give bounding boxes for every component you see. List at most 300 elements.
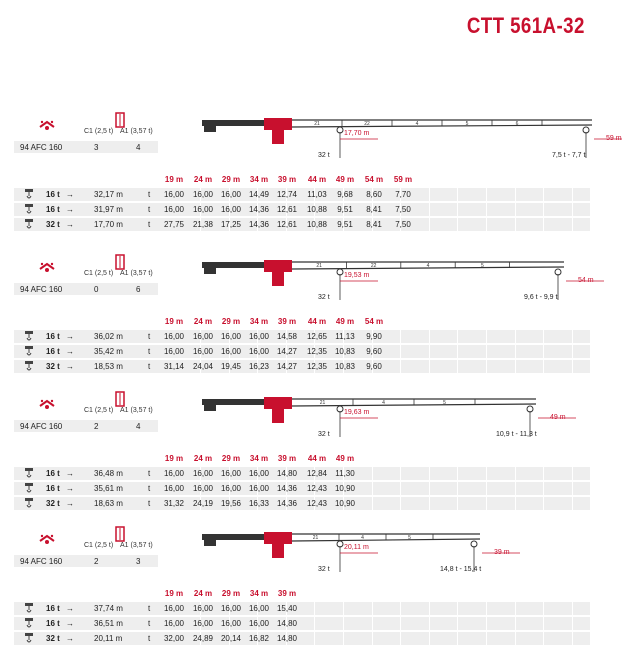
distance-label: 24 m <box>193 317 213 326</box>
distance-label: 29 m <box>221 175 241 184</box>
capacity-32t-label: 32 t <box>318 566 330 573</box>
column-separator <box>515 602 516 615</box>
distance-label: 24 m <box>193 589 213 598</box>
configuration-row <box>14 141 158 153</box>
column-separator <box>572 482 573 495</box>
reach-value: 20,11 m <box>94 634 123 643</box>
jib-section-label: 21 <box>319 400 326 406</box>
reach-value: 18,53 m <box>94 362 123 371</box>
load-value: 10,88 <box>306 220 328 229</box>
crane-diagram <box>200 110 590 170</box>
configuration-row <box>14 283 158 295</box>
column-separator <box>486 330 487 343</box>
model-name: 94 AFC 160 <box>20 422 63 431</box>
column-separator <box>457 632 458 645</box>
a1-header: A1 (3,57 t) <box>120 407 153 414</box>
column-separator <box>515 188 516 201</box>
column-separator <box>543 345 544 358</box>
configuration-row <box>14 420 158 432</box>
load-value: 16,00 <box>192 332 214 341</box>
load-value: 9,51 <box>337 220 353 229</box>
jib-section-label: 4 <box>415 121 419 127</box>
load-value: 11,13 <box>335 332 355 341</box>
unit-label: t <box>148 190 151 199</box>
arrow-icon: → <box>66 190 74 199</box>
load-chart-section <box>0 397 595 527</box>
load-value: 16,00 <box>220 619 242 628</box>
unit-label: t <box>148 469 151 478</box>
load-value: 14,36 <box>276 484 298 493</box>
column-separator <box>572 602 573 615</box>
unit-label: t <box>148 484 151 493</box>
distance-label: 59 m <box>393 175 413 184</box>
model-name: 94 AFC 160 <box>20 557 63 566</box>
tip-load-label: 10,9 t - 11,3 t <box>496 431 537 438</box>
distance-label: 39 m <box>277 454 297 463</box>
column-separator <box>572 345 573 358</box>
column-separator <box>400 632 401 645</box>
arrow-icon: → <box>66 220 74 229</box>
a1-header: A1 (3,57 t) <box>120 270 153 277</box>
cabin <box>272 544 284 558</box>
column-separator <box>486 497 487 510</box>
slewing-unit <box>264 532 292 544</box>
jib-length-label: 54 m <box>578 277 594 284</box>
column-separator <box>543 203 544 216</box>
load-value: 12,61 <box>276 205 298 214</box>
load-chart-section <box>0 118 622 248</box>
load-row <box>14 188 590 201</box>
document-title: CTT 561A-32 <box>467 13 585 38</box>
load-value: 14,80 <box>276 634 298 643</box>
arrow-icon: → <box>66 469 74 478</box>
crane-diagram <box>200 252 590 312</box>
column-separator <box>486 482 487 495</box>
load-chart-section <box>0 260 595 390</box>
distance-label: 29 m <box>221 454 241 463</box>
hook-icon <box>24 204 34 215</box>
column-separator <box>486 632 487 645</box>
arrow-icon: → <box>66 205 74 214</box>
load-value: 11,03 <box>307 190 327 199</box>
counter-jib <box>202 120 264 126</box>
load-value: 16,00 <box>163 604 185 613</box>
slewing-unit <box>264 118 292 130</box>
distance-label: 39 m <box>277 589 297 598</box>
counter-jib <box>202 399 264 405</box>
distance-label: 19 m <box>164 317 184 326</box>
load-value: 16,00 <box>163 205 185 214</box>
load-chart-section <box>0 532 595 662</box>
cabin <box>272 272 284 286</box>
load-value: 7,50 <box>395 220 411 229</box>
load-value: 16,00 <box>163 469 185 478</box>
column-separator <box>429 203 430 216</box>
load-value: 14,36 <box>248 205 270 214</box>
load-value: 9,60 <box>366 347 382 356</box>
column-separator <box>572 188 573 201</box>
load-value: 14,36 <box>276 499 298 508</box>
load-value: 12,65 <box>306 332 328 341</box>
load-value: 24,89 <box>192 634 214 643</box>
cabin <box>272 130 284 144</box>
capacity-label: 16 t <box>46 190 60 199</box>
reach-value: 32,17 m <box>94 190 123 199</box>
a1-value: 4 <box>136 422 141 431</box>
column-separator <box>543 482 544 495</box>
load-value: 19,56 <box>220 499 242 508</box>
load-value: 14,80 <box>276 619 298 628</box>
jib-length-label: 49 m <box>550 414 566 421</box>
capacity-label: 16 t <box>46 619 60 628</box>
crane-config-icon <box>115 391 125 407</box>
column-separator <box>543 360 544 373</box>
c1-header: C1 (2,5 t) <box>84 128 114 135</box>
column-separator <box>457 188 458 201</box>
radius-label: 20,11 m <box>344 544 369 551</box>
load-value: 16,00 <box>220 205 242 214</box>
column-separator <box>429 188 430 201</box>
hook-icon <box>24 219 34 230</box>
arrow-icon: → <box>66 634 74 643</box>
column-separator <box>400 467 401 480</box>
column-separator <box>515 203 516 216</box>
distance-label: 24 m <box>193 175 213 184</box>
counterweight-icon <box>38 260 56 274</box>
column-separator <box>486 602 487 615</box>
load-value: 12,35 <box>306 347 328 356</box>
hook-icon <box>24 618 34 629</box>
distance-label: 49 m <box>335 317 355 326</box>
load-value: 16,00 <box>192 190 214 199</box>
distance-label: 24 m <box>193 454 213 463</box>
column-separator <box>314 632 315 645</box>
jib-section-label: 5 <box>481 263 484 269</box>
unit-label: t <box>148 205 151 214</box>
reach-value: 35,42 m <box>94 347 123 356</box>
arrow-icon: → <box>66 332 74 341</box>
slewing-unit <box>264 397 292 409</box>
column-separator <box>457 497 458 510</box>
column-separator <box>486 218 487 231</box>
counter-jib <box>202 534 264 540</box>
c1-header: C1 (2,5 t) <box>84 542 114 549</box>
load-value: 16,00 <box>192 604 214 613</box>
load-value: 31,14 <box>163 362 185 371</box>
c1-value: 0 <box>94 285 99 294</box>
load-row <box>14 617 590 630</box>
counterweight-block <box>204 405 216 411</box>
column-separator <box>400 330 401 343</box>
jib-section-label: 5 <box>465 121 469 127</box>
a1-header: A1 (3,57 t) <box>120 542 153 549</box>
load-value: 12,74 <box>276 190 298 199</box>
column-separator <box>572 497 573 510</box>
arrow-icon: → <box>66 484 74 493</box>
jib-section-label: 4 <box>382 400 385 406</box>
load-value: 10,90 <box>334 484 356 493</box>
load-row <box>14 330 590 343</box>
column-separator <box>515 330 516 343</box>
a1-value: 6 <box>136 285 141 294</box>
column-separator <box>372 617 373 630</box>
counter-jib <box>202 262 264 268</box>
distance-label: 44 m <box>307 317 327 326</box>
column-separator <box>572 632 573 645</box>
tip-load-label: 14,8 t - 15,4 t <box>440 566 482 573</box>
column-separator <box>400 602 401 615</box>
jib-length-label: 59 m <box>606 135 622 142</box>
load-value: 8,60 <box>366 190 382 199</box>
c1-value: 2 <box>94 557 99 566</box>
column-separator <box>515 467 516 480</box>
capacity-32t-label: 32 t <box>318 294 330 301</box>
column-separator <box>515 632 516 645</box>
load-value: 12,43 <box>306 484 328 493</box>
counterweight-icon <box>38 118 56 132</box>
load-value: 16,00 <box>192 484 214 493</box>
configuration-row <box>14 555 158 567</box>
distance-label: 34 m <box>249 589 269 598</box>
capacity-label: 32 t <box>46 220 60 229</box>
load-value: 8,41 <box>366 220 382 229</box>
distance-label: 49 m <box>335 454 355 463</box>
counterweight-block <box>204 126 216 132</box>
distance-label: 34 m <box>249 175 269 184</box>
crane-diagram-svg <box>200 389 590 449</box>
capacity-label: 32 t <box>46 362 60 371</box>
column-separator <box>429 467 430 480</box>
column-separator <box>429 632 430 645</box>
load-value: 9,68 <box>337 190 353 199</box>
crane-config-icon <box>115 526 125 542</box>
column-separator <box>486 188 487 201</box>
column-separator <box>429 497 430 510</box>
column-separator <box>515 497 516 510</box>
hook-icon <box>24 633 34 644</box>
jib-section-label: 5 <box>443 400 446 406</box>
jib-section-label: 21 <box>316 263 322 269</box>
load-value: 24,04 <box>192 362 214 371</box>
load-value: 16,00 <box>220 190 242 199</box>
distance-label: 49 m <box>335 175 355 184</box>
hook-icon <box>24 331 34 342</box>
capacity-32t-label: 32 t <box>318 152 330 159</box>
distance-label: 29 m <box>221 317 241 326</box>
load-value: 14,58 <box>276 332 298 341</box>
counterweight-icon <box>38 397 56 411</box>
unit-label: t <box>148 634 151 643</box>
load-value: 14,49 <box>248 190 270 199</box>
load-value: 16,00 <box>163 619 185 628</box>
load-value: 14,27 <box>276 347 298 356</box>
radius-label: 19,63 m <box>344 409 370 416</box>
jib-section-label: 22 <box>370 263 377 269</box>
capacity-label: 16 t <box>46 484 60 493</box>
load-value: 16,00 <box>163 332 185 341</box>
tip-load-label: 7,5 t - 7,7 t <box>552 152 586 159</box>
capacity-label: 16 t <box>46 205 60 214</box>
arrow-icon: → <box>66 362 74 371</box>
column-separator <box>372 632 373 645</box>
load-row <box>14 345 590 358</box>
column-separator <box>457 330 458 343</box>
column-separator <box>372 467 373 480</box>
a1-value: 4 <box>136 143 141 152</box>
unit-label: t <box>148 604 151 613</box>
load-value: 10,90 <box>334 499 356 508</box>
radius-label: 17,70 m <box>344 130 370 137</box>
crane-diagram <box>200 389 590 449</box>
arrow-icon: → <box>66 604 74 613</box>
load-value: 16,00 <box>220 604 242 613</box>
column-separator <box>572 203 573 216</box>
load-value: 19,45 <box>220 362 242 371</box>
jib-length-label: 39 m <box>494 549 510 556</box>
load-value: 16,00 <box>248 347 270 356</box>
load-value: 16,00 <box>220 469 242 478</box>
load-value: 20,14 <box>220 634 242 643</box>
distance-label: 44 m <box>307 175 327 184</box>
unit-label: t <box>148 332 151 341</box>
distance-label: 19 m <box>164 175 184 184</box>
load-value: 14,36 <box>248 220 270 229</box>
load-value: 8,41 <box>366 205 382 214</box>
load-value: 16,00 <box>248 332 270 341</box>
load-value: 21,38 <box>192 220 214 229</box>
column-separator <box>486 203 487 216</box>
load-value: 16,00 <box>192 205 214 214</box>
arrow-icon: → <box>66 499 74 508</box>
load-row <box>14 602 590 615</box>
load-row <box>14 482 590 495</box>
load-value: 16,00 <box>192 347 214 356</box>
column-separator <box>343 617 344 630</box>
column-separator <box>457 467 458 480</box>
column-separator <box>515 617 516 630</box>
column-separator <box>457 617 458 630</box>
load-value: 16,33 <box>248 499 270 508</box>
crane-diagram-svg <box>200 252 590 312</box>
column-separator <box>543 632 544 645</box>
load-value: 7,70 <box>395 190 411 199</box>
counterweight-block <box>204 268 216 274</box>
jib-section-label: 6 <box>515 121 519 127</box>
arrow-icon: → <box>66 347 74 356</box>
column-separator <box>343 602 344 615</box>
column-separator <box>429 482 430 495</box>
capacity-label: 32 t <box>46 499 60 508</box>
column-separator <box>400 345 401 358</box>
crane-diagram <box>200 524 590 584</box>
column-separator <box>486 345 487 358</box>
load-value: 9,51 <box>337 205 353 214</box>
slewing-unit <box>264 260 292 272</box>
capacity-label: 32 t <box>46 634 60 643</box>
distance-label: 54 m <box>364 175 384 184</box>
load-value: 10,83 <box>334 347 356 356</box>
unit-label: t <box>148 619 151 628</box>
jib-section-label: 5 <box>408 535 411 541</box>
crane-diagram-svg <box>200 110 590 170</box>
unit-label: t <box>148 347 151 356</box>
capacity-label: 16 t <box>46 347 60 356</box>
capacity-label: 16 t <box>46 332 60 341</box>
column-separator <box>543 188 544 201</box>
load-value: 12,61 <box>276 220 298 229</box>
column-separator <box>572 467 573 480</box>
load-value: 14,27 <box>276 362 298 371</box>
column-separator <box>543 467 544 480</box>
counterweight-icon <box>38 532 56 546</box>
column-separator <box>314 617 315 630</box>
load-value: 16,00 <box>220 332 242 341</box>
jib-section-label: 21 <box>312 535 319 541</box>
load-row <box>14 632 590 645</box>
column-separator <box>400 617 401 630</box>
c1-header: C1 (2,5 t) <box>84 270 114 277</box>
column-separator <box>572 617 573 630</box>
distance-label: 44 m <box>307 454 327 463</box>
reach-value: 36,51 m <box>94 619 123 628</box>
load-row <box>14 218 590 231</box>
unit-label: t <box>148 499 151 508</box>
load-value: 10,83 <box>334 362 356 371</box>
arrow-icon: → <box>66 619 74 628</box>
column-separator <box>486 617 487 630</box>
model-name: 94 AFC 160 <box>20 143 63 152</box>
load-value: 16,00 <box>248 469 270 478</box>
load-value: 16,00 <box>248 619 270 628</box>
load-value: 12,43 <box>306 499 328 508</box>
load-value: 9,60 <box>366 362 382 371</box>
column-separator <box>457 360 458 373</box>
column-separator <box>314 602 315 615</box>
crane-diagram-svg <box>200 524 590 584</box>
column-separator <box>372 602 373 615</box>
load-value: 12,84 <box>306 469 328 478</box>
load-value: 16,00 <box>163 484 185 493</box>
column-separator <box>457 218 458 231</box>
unit-label: t <box>148 362 151 371</box>
load-value: 14,80 <box>276 469 298 478</box>
column-separator <box>515 360 516 373</box>
load-value: 16,00 <box>192 469 214 478</box>
cabin <box>272 409 284 423</box>
column-separator <box>515 482 516 495</box>
column-separator <box>486 467 487 480</box>
jib-section-label: 22 <box>364 121 370 127</box>
capacity-label: 16 t <box>46 604 60 613</box>
load-value: 12,35 <box>306 362 328 371</box>
column-separator <box>543 330 544 343</box>
load-value: 32,00 <box>163 634 185 643</box>
hook-icon <box>24 346 34 357</box>
hook-icon <box>24 498 34 509</box>
model-name: 94 AFC 160 <box>20 285 63 294</box>
column-separator <box>372 482 373 495</box>
jib-section-label: 4 <box>426 263 430 269</box>
load-row <box>14 497 590 510</box>
load-row <box>14 360 590 373</box>
column-separator <box>543 617 544 630</box>
distance-label: 19 m <box>164 454 184 463</box>
hook-icon <box>24 189 34 200</box>
counterweight-block <box>204 540 216 546</box>
column-separator <box>400 482 401 495</box>
radius-label: 19,53 m <box>344 272 370 279</box>
column-separator <box>515 345 516 358</box>
